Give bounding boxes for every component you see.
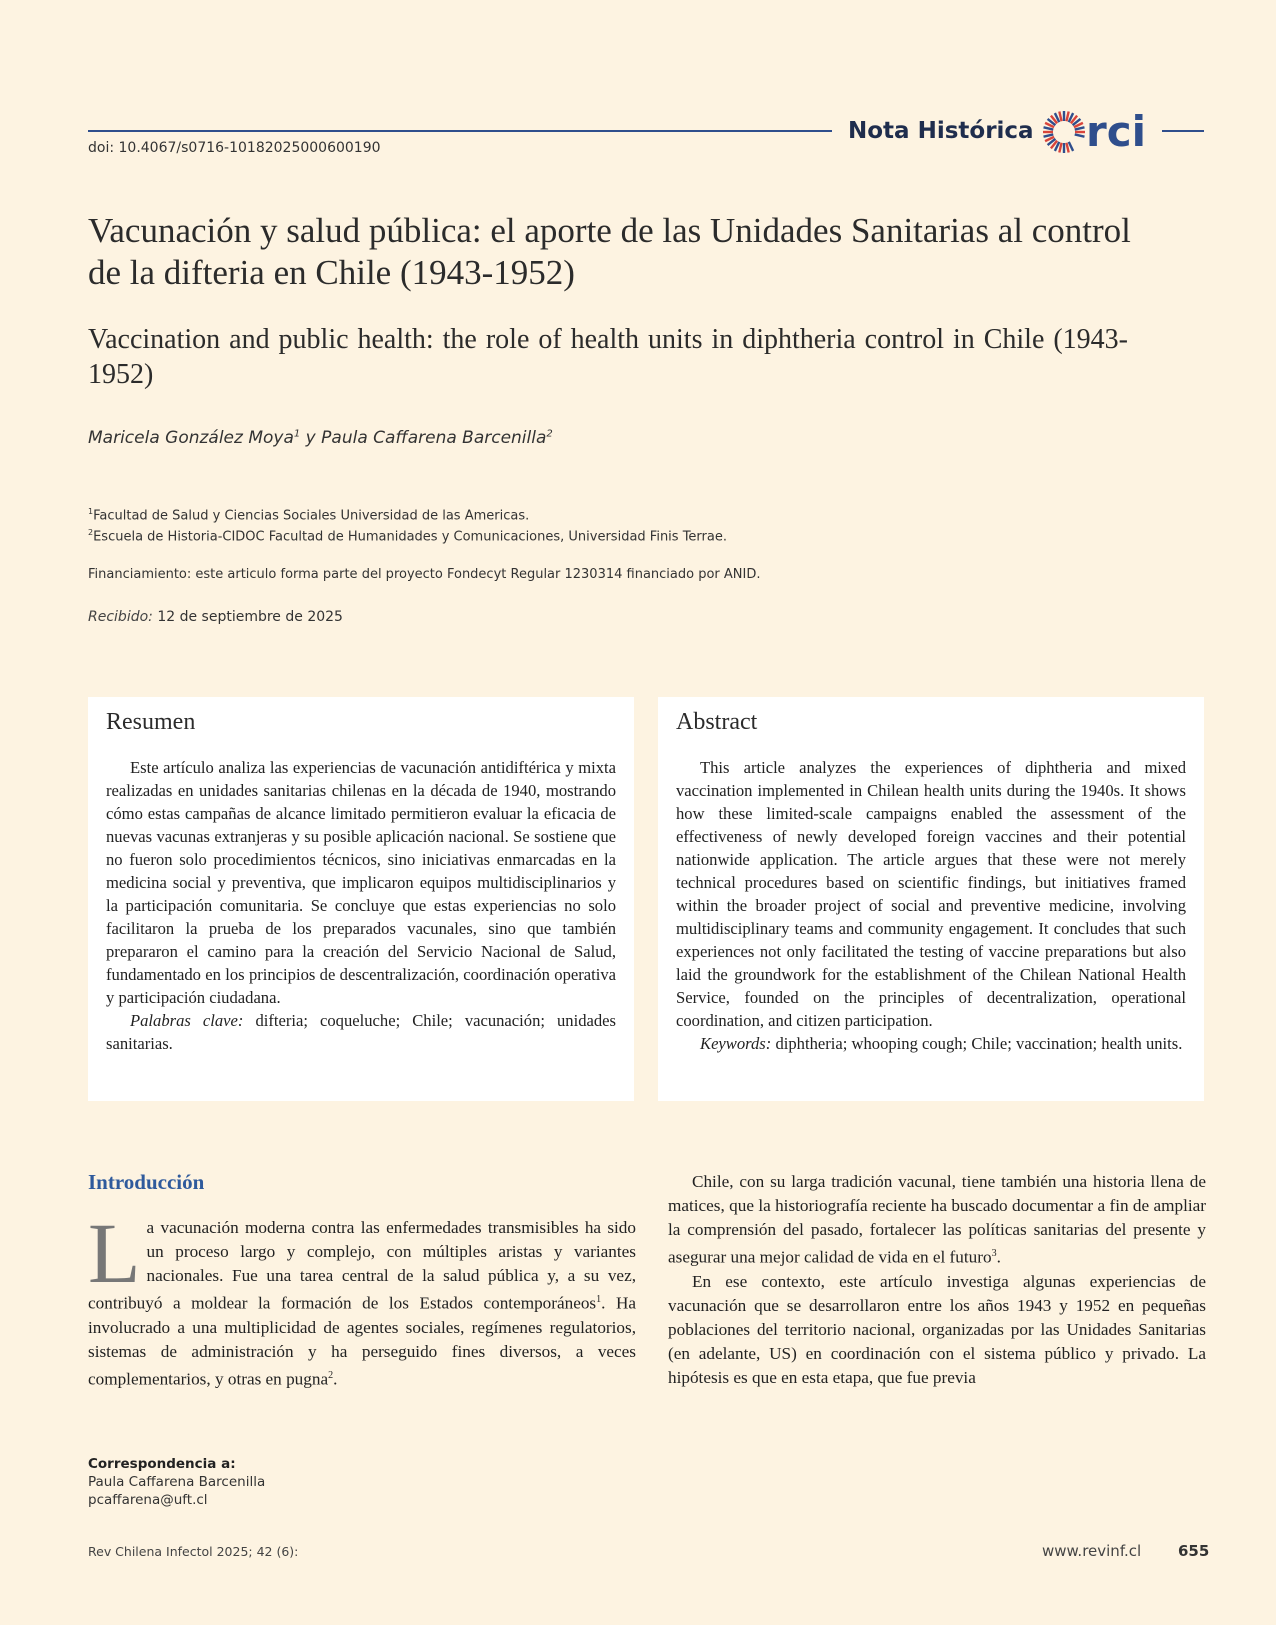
logo-ray [1069,142,1073,151]
section-label: Nota Histórica [848,118,1034,144]
correspondence-email[interactable]: pcaffarena@uft.cl [88,1492,208,1508]
intro-p1-part-b: . Ha involucrado a una multiplicidad de agentes sociales, regímenes regulatorios, sistemas de administración y ha perseguido fines diversos, a veces complementarios, y otras en pugna [88,1293,636,1389]
footer-url[interactable]: www.revinf.cl [1042,1542,1142,1560]
correspondence-label: Correspondencia a: [88,1456,236,1472]
authors [88,428,553,448]
resumen-keywords-list: difteria; coqueluche; Chile; vacunación; unidades sanitarias. [106,1011,617,1053]
logo-ray [1044,134,1054,136]
affiliation-1 [88,507,529,523]
page-number: 655 [1178,1542,1210,1560]
logo-mark-icon [1042,108,1160,154]
intro-paragraph-1 [88,1205,636,1391]
logo-ray [1066,143,1068,153]
resumen-box [88,697,634,1101]
ref-3[interactable]: 3 [991,1248,997,1259]
intro-p2-text: Chile, con su larga tradición vacunal, tiene también una historia llena de matices, que la historiografía reciente ha buscado documentar a fin de ampliar la comprensión del pasado, fortalecer las políticas sanitarias del presente y asegurar una mejor calidad de vida en el futuro [668,1172,1206,1267]
funding-note: Financiamiento: este articulo forma parte del proyecto Fondecyt Regular 1230314 financiado por ANID. [88,567,761,582]
affiliation-2 [88,528,727,544]
drop-cap: L [88,1205,141,1301]
intro-paragraph-3: En ese contexto, este artículo investiga algunas experiencias de vacunación que se desarrollaron entre los años 1943 y 1952 en pequeñas poblaciones del territorio nacional, organizadas por las Unidades Sanitarias (en adelante, US) en coordinación con el sistema público y privado. La hipótesis es que en esta etapa, que fue previa [668,1271,1206,1387]
abstract-keywords-list: diphtheria; whooping cough; Chile; vaccination; health units. [775,1034,1183,1053]
author-1: Maricela González Moya [88,428,294,448]
body-column-right [668,1170,1206,1390]
footer-journal: Rev Chilena Infectol 2025; 42 (6): [88,1544,299,1559]
logo-ray [1075,127,1085,129]
intro-p1-part-a: a vacunación moderna contra las enfermedades transmisibles ha sido un proceso largo y complejo, con múltiples aristas y variantes nacionales. Fue una tarea central de la salud pública y, a su vez, contribuyó a moldear la formación de los Estados contemporáneos [88,1218,636,1313]
ref-1[interactable]: 1 [596,1294,602,1305]
title-spanish: Vacunación y salud pública: el aporte de las Unidades Sanitarias al control de la difteria en Chile (1943-1952) [88,211,1131,292]
ref-2[interactable]: 2 [328,1369,334,1381]
doi[interactable]: doi: 10.4067/s0716-10182025000600190 [88,140,381,156]
journal-logo [1042,108,1160,154]
resumen-text: Este artículo analiza las experiencias de vacunación antidiftérica y mixta realizadas en unidades sanitarias chilenas en la década de 1940, mostrando cómo estas campañas de alcance limitado permitieron evaluar la eficacia de nuevas vacunas extranjeras y su posible aplicación nacional. Se sostiene que no fueron solo procedimientos técnicos, sino iniciativas enmarcadas en la medicina social y preventiva, que implicaron equipos multidisciplinarios y la participación comunitaria. Se concluye que estas experiencias no solo facilitaron la prueba de los preparados vacunales, sino que también prepararon el camino para la creación del Servicio Nacional de Salud, fundamentado en los principios de descentralización, coordinación operativa y participación ciudadana. [106,758,616,1007]
affiliation-1-sup: 1 [88,507,94,516]
affiliation-1-text: Facultad de Salud y Ciencias Sociales Universidad de las Americas. [93,508,530,524]
resumen-keywords [106,1009,616,1055]
abstract-text: This article analyzes the experiences of diphtheria and mixed vaccination implemented in Chilean health units during the 1940s. It shows how these limited-scale campaigns enabled the assessment of the effectiveness of newly developed foreign vaccines and their potential nationwide application. The article argues that these were not merely technical procedures based on scientific findings, but initiatives framed within the broader project of social and preventive medicine, involving multidisciplinary teams and community engagement. It concludes that such experiences not only facilitated the testing of vaccine preparations but also laid the groundwork for the establishment of the Chilean National Health Service, founded on the principles of decentralization, operational coordination, and citizen participation. [676,758,1186,1030]
introduction-heading: Introducción [88,1170,205,1194]
abstract-keywords-label: Keywords: [700,1034,772,1053]
logo-ray [1044,127,1054,129]
author-2-affil: 2 [546,428,553,440]
header-rule-left [88,130,832,132]
author-1-affil: 1 [293,428,301,440]
intro-paragraph-2 [668,1170,1206,1270]
logo-ray [1066,112,1068,122]
author-2: Paula Caffarena Barcenilla [321,428,547,448]
abstract-box [658,697,1204,1101]
abstract-keywords [676,1032,1186,1055]
received-value: 12 de septiembre de 2025 [157,609,343,625]
author-sep: y [300,428,322,448]
affiliation-2-text: Escuela de Historia-CIDOC Facultad de Humanidades y Comunicaciones, Universidad Finis Terrae. [93,529,727,545]
correspondence [88,1455,265,1509]
intro-p2-end: . [996,1247,1001,1267]
intro-p1-part-c: . [333,1369,338,1389]
title-english: Vaccination and public health: the role of health units in diphtheria control in Chile (1943-1952) [88,324,1128,390]
logo-ray [1075,134,1085,136]
header-rule-right [1162,130,1204,132]
abstract-heading: Abstract [676,709,758,735]
resumen-heading: Resumen [106,709,196,735]
resumen-keywords-label: Palabras clave: [130,1011,244,1030]
logo-ray [1059,143,1061,153]
logo-ray [1059,112,1061,122]
correspondence-name: Paula Caffarena Barcenilla [88,1474,266,1490]
logo-text: rci [1086,108,1147,154]
received-label: Recibido: [88,609,153,625]
affiliation-2-sup: 2 [88,528,94,537]
body-column-left [88,1170,636,1391]
received-date [88,609,343,625]
